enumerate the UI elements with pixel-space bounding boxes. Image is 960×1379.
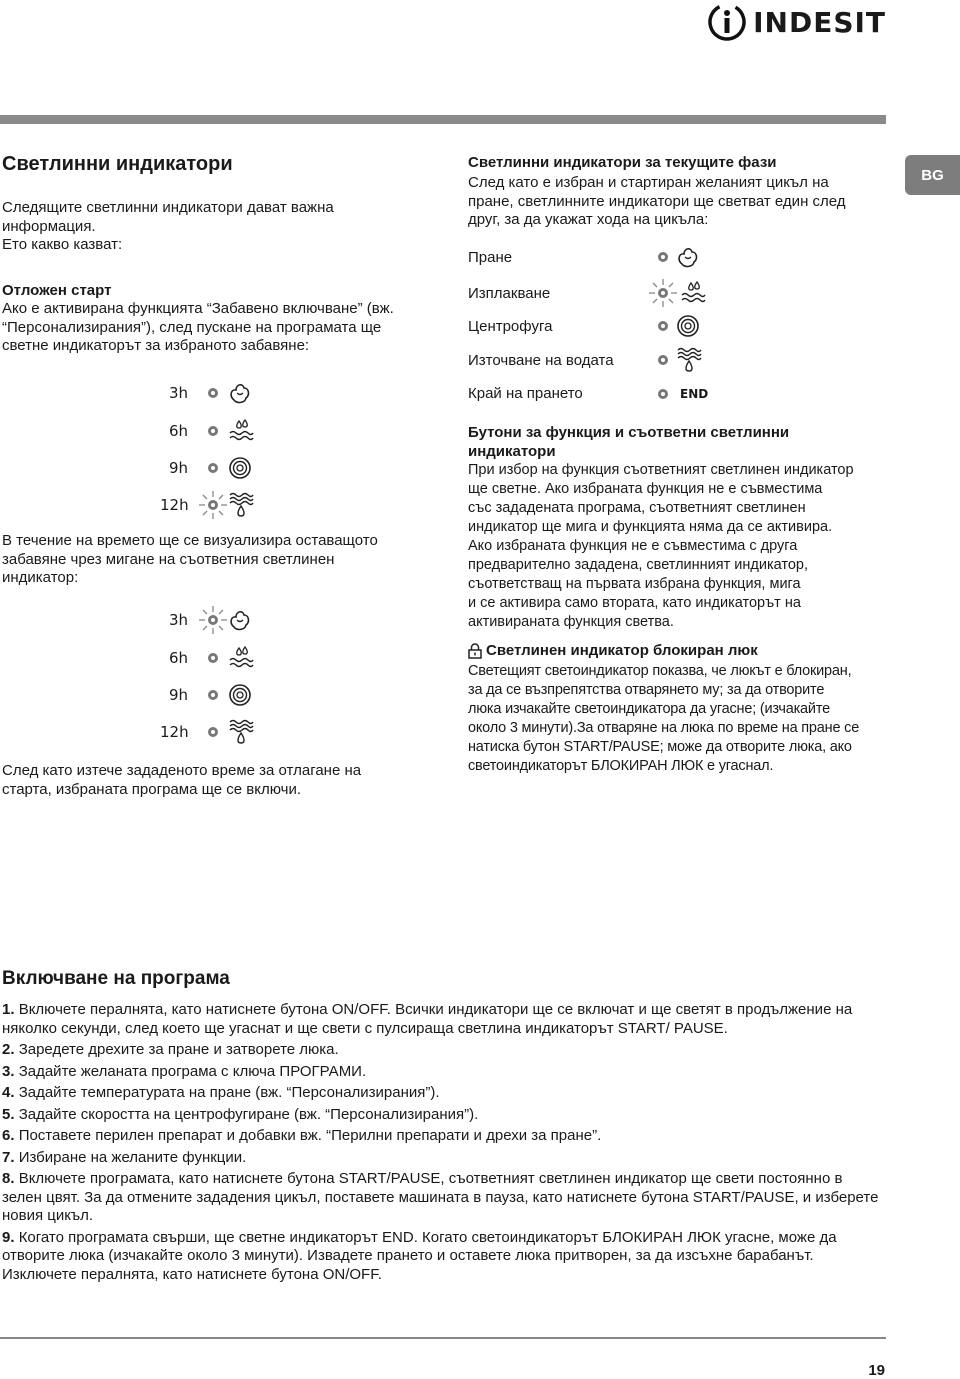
end-indicator-label: END — [680, 386, 709, 401]
list-item: 8. Включете програмата, като натиснете бутона START/PAUSE, съответният светлинен индикатор ще свети постоянно в зелен цвят. За да отмените зададения цикъл, поставете машината в пауза, като натиснете бутона START/PAUSE, и изберете новия цикъл. — [2, 1170, 879, 1224]
delay-label: 3h — [168, 384, 188, 402]
delay-label: 3h — [168, 611, 188, 629]
delay-text: Ако е активирана функцията “Забавено включване” (вж. “Персонализирания”), след пускане на програмата ще светне индикаторът за избраното забавяне: — [2, 300, 394, 354]
list-item: 6. Поставете перилен препарат и добавки вж. “Перилни препарати и дрехи за пране”. — [2, 1127, 602, 1144]
indicator-led — [658, 252, 668, 262]
phases-text: След като е избран и стартиран желаният цикъл на пране, светлинните индикатори ще светват един след друг, за да укажат хода на цикъла: — [468, 174, 846, 228]
indicator-led — [208, 727, 218, 737]
wash-icon — [228, 607, 252, 633]
indicator-led — [658, 355, 668, 365]
indicator-led — [208, 388, 218, 398]
phases-heading: Светлинни индикатори за текущите фази — [468, 154, 777, 171]
list-item: 3. Задайте желаната програма с ключа ПРОГРАМИ. — [2, 1062, 367, 1080]
phase-label: Пране — [468, 248, 513, 266]
spin-icon — [228, 683, 252, 707]
drain-icon — [228, 491, 254, 519]
delay-row-6h — [160, 416, 254, 446]
buttons-heading: Бутони за функция и съответни светлинни индикатори — [468, 424, 790, 460]
indicator-led-lit — [198, 490, 228, 520]
indicator-led — [658, 321, 668, 331]
indicator-led — [208, 690, 218, 700]
end-text: След като изтече зададеното време за отлагане на старта, избраната програма ще се включи. — [2, 762, 362, 798]
delay-label: 12h — [160, 496, 189, 514]
indicator-led — [208, 653, 218, 663]
rinse-icon — [228, 646, 254, 670]
lock-text: Светещият светоиндикатор показва, че люкът е блокиран, за да се възпрепятства отварянето му; за да отворите люка изчакайте светоиндикатора да угасне; (изчакайте около 3 минути).За отваряне на люка по време на пране се натиска бутон START/PAUSE; може да отворите люка, ако светоиндикаторът БЛОКИРАН ЛЮК е угаснал. — [468, 663, 860, 774]
spin-icon — [228, 456, 252, 480]
intro-text: Следящите светлинни индикатори дават важна информация. Ето какво казват: — [2, 199, 334, 253]
phase-row-wash — [468, 244, 728, 270]
phase-row-drain — [468, 346, 728, 374]
delay-label: 12h — [160, 723, 189, 741]
delay-row-12h — [160, 490, 254, 520]
indicator-led-lit — [648, 278, 678, 308]
delay2-row-3h — [160, 605, 252, 635]
spin-icon — [676, 314, 700, 338]
delay-label: 9h — [168, 686, 188, 704]
delay-heading: Отложен старт — [2, 282, 112, 299]
drain-icon — [676, 346, 702, 374]
lock-icon — [468, 643, 482, 659]
brand-name: INDESIT — [753, 5, 886, 39]
wash-icon — [676, 244, 700, 270]
middle-text: В течение на времето ще се визуализира оставащото забавяне чрез мигане на съответния светлинен индикатор: — [2, 532, 378, 586]
indicator-led — [208, 463, 218, 473]
phase-label: Край на прането — [468, 385, 583, 402]
language-tab: BG — [905, 155, 960, 195]
footer-rule — [0, 1337, 886, 1339]
list-item: 9. Когато програмата свърши, ще светне индикаторът END. Когато светоиндикаторът БЛОКИРАН ЛЮК угасне, може да отворите люка (изчакайте около 3 минути). Извадете прането и оставете люка притворен, за да изсъхне барабанът. Изключете пералнята, като натиснете бутона ON/OFF. — [2, 1228, 837, 1283]
indicator-led — [208, 426, 218, 436]
phase-label: Изплакване — [468, 284, 551, 302]
phase-row-rinse — [468, 278, 728, 308]
program-steps — [2, 1001, 886, 1287]
wash-icon — [228, 380, 252, 406]
delay2-row-6h — [160, 643, 254, 673]
section-title-indicators: Светлинни индикатори — [2, 153, 233, 175]
delay-label: 6h — [168, 649, 188, 667]
drain-icon — [228, 718, 254, 746]
phase-label: Източване на водата — [468, 351, 614, 369]
phase-label: Центрофуга — [468, 317, 553, 335]
indicator-led — [658, 389, 668, 399]
list-item: 1. Включете пералнята, като натиснете бутона ON/OFF. Всички индикатори ще се включат и ще светят в продължение на няколко секунди, след което ще угаснат и ще свети с пулсираща светлина индикаторът START/ PAUSE. — [2, 1001, 853, 1037]
list-item: 7. Избиране на желаните функции. — [2, 1148, 247, 1166]
delay-row-9h — [160, 453, 252, 483]
delay-label: 6h — [168, 422, 188, 440]
header-bar — [0, 115, 886, 124]
delay-row-3h — [160, 378, 252, 408]
indesit-logo-icon — [707, 2, 747, 42]
program-title: Включване на програма — [2, 968, 230, 989]
phase-row-end — [468, 385, 728, 402]
buttons-text: При избор на функция съответният светлинен индикатор ще светне. Ако избраната функция не е съвместима със зададената програма, съответният светлинен индикатор ще мига и функцията няма да се активира. Ако избраната функция не е съвместима с друга предварително зададена, светлинният индикатор, съответстващ на първата избрана функция, мига и се активира само втората, като индикаторът на активираната функция светва. — [468, 462, 854, 630]
page-number: 19 — [868, 1362, 885, 1379]
delay-label: 9h — [168, 459, 188, 477]
delay2-row-9h — [160, 680, 252, 710]
lock-heading: Светлинен индикатор блокиран люк — [468, 642, 888, 661]
indicator-led-blinking — [198, 605, 228, 635]
list-item: 2. Заредете дрехите за пране и затворете люка. — [2, 1041, 339, 1058]
phase-row-spin — [468, 314, 728, 338]
list-item: 4. Задайте температурата на пране (вж. “Персонализирания”). — [2, 1084, 440, 1101]
brand-logo — [707, 2, 886, 42]
delay2-row-12h — [160, 717, 254, 747]
rinse-icon — [228, 419, 254, 443]
list-item: 5. Задайте скоростта на центрофугиране (вж. “Персонализирания”). — [2, 1105, 479, 1123]
rinse-icon — [680, 281, 706, 305]
